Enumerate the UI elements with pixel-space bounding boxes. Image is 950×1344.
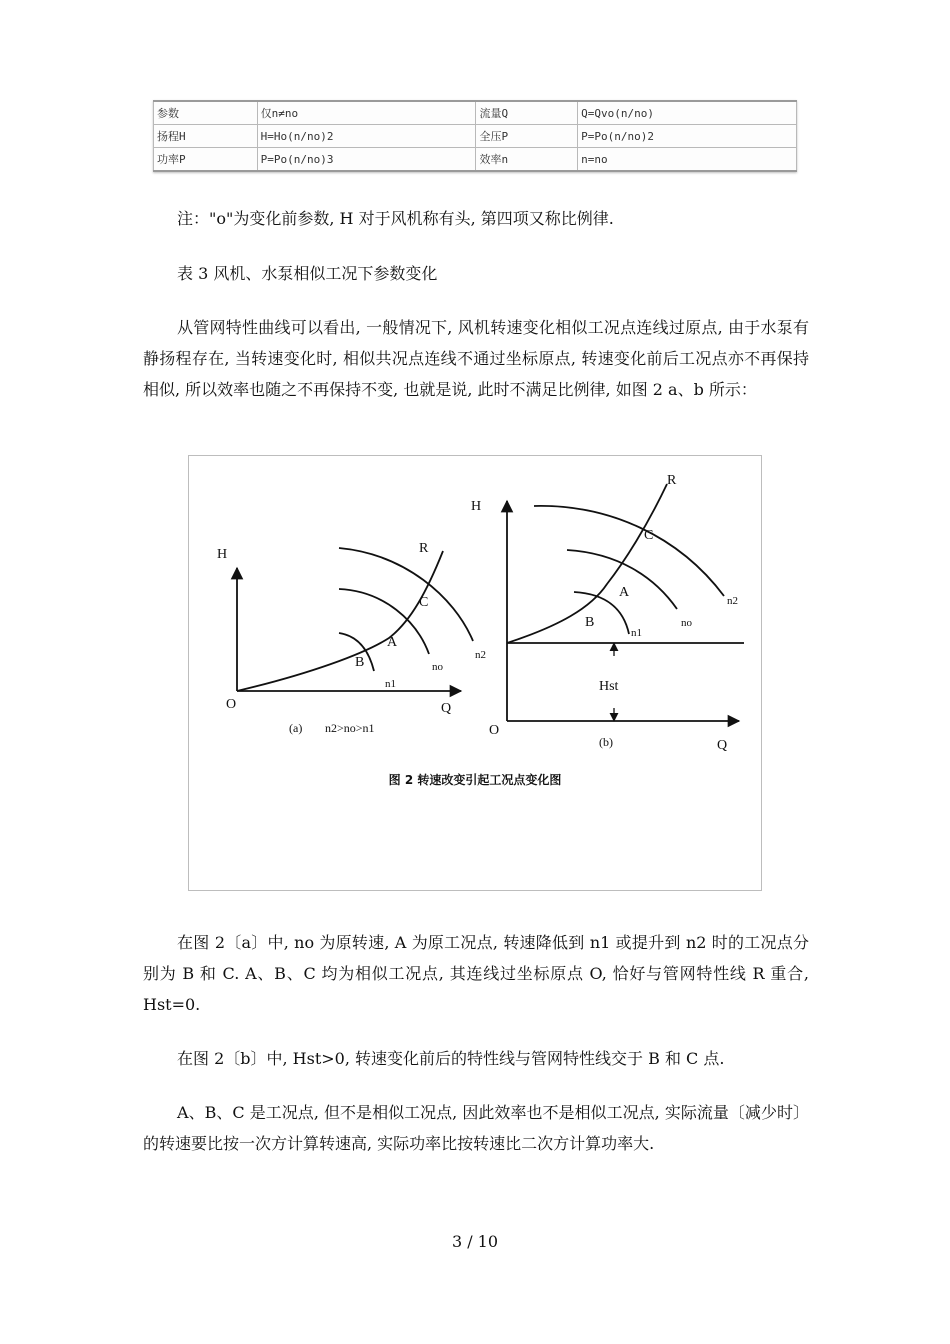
table-cell: 扬程H — [154, 125, 258, 148]
parameter-table — [153, 100, 797, 172]
table-cell: P=Po(n/no)2 — [578, 125, 797, 148]
a-curve-n2 — [339, 548, 473, 641]
table-cell: 功率P — [154, 148, 258, 172]
a-origin-label: O — [226, 697, 237, 712]
table-note: 注："o"为变化前参数, H 对于风机称有头, 第四项又称比例律. — [177, 209, 614, 228]
panel-b — [507, 484, 744, 721]
a-n1-label: n1 — [385, 678, 396, 690]
paragraph-2: 在图 2〔a〕中, no 为原转速, A 为原工况点, 转速降低到 n1 或提升到 n2 时的工况点分别为 B 和 C. A、B、C 均为相似工况点, 其连线过坐标原点 O, 恰好与管网特性线 R 重合, Hst=0. — [143, 933, 809, 1014]
table-row — [154, 101, 797, 125]
b-hst-label: Hst — [599, 679, 619, 694]
table-cell: H=Ho(n/no)2 — [257, 125, 476, 148]
b-curve-no — [567, 550, 677, 609]
b-n2-label: n2 — [727, 595, 738, 607]
table-cell: 效率n — [476, 148, 578, 172]
paragraph-1: 从管网特性曲线可以看出, 一般情况下, 风机转速变化相似工况点连线过原点, 由于水泵有静扬程存在, 当转速变化时, 相似共况点连线不通过坐标原点, 转速变化前后工况点亦不再保持相似, 所以效率也随之不再保持不变, 也就是说, 此时不满足比例律, 如图 2 a、b 所示： — [143, 318, 809, 399]
a-sub-label: (a) — [289, 721, 303, 735]
b-c-label: C — [644, 528, 654, 543]
figure-caption: 图 2 转速改变引起工况点变化图 — [388, 773, 562, 787]
table-cell: 全压P — [476, 125, 578, 148]
b-no-label: no — [681, 617, 692, 629]
b-h-label: H — [471, 499, 482, 514]
b-sub-label: (b) — [599, 735, 613, 749]
table-cell: 参数 — [154, 101, 258, 125]
table-row — [154, 125, 797, 148]
a-curve-no — [339, 589, 429, 654]
a-h-label: H — [217, 547, 228, 562]
page-number: 3 / 10 — [451, 1232, 499, 1251]
a-q-label: Q — [441, 701, 452, 716]
b-n1-label: n1 — [631, 627, 642, 639]
a-a-label: A — [387, 635, 398, 650]
paragraph-3: 在图 2〔b〕中, Hst>0, 转速变化前后的特性线与管网特性线交于 B 和 C 点. — [177, 1049, 725, 1068]
b-r-label: R — [667, 473, 677, 488]
table-cell: 流量Q — [476, 101, 578, 125]
a-relation-label: n2>no>n1 — [325, 721, 375, 735]
a-no-label: no — [432, 661, 443, 673]
b-a-label: A — [619, 585, 630, 600]
table-cell: P=Po(n/no)3 — [257, 148, 476, 172]
a-b-label: B — [355, 655, 365, 670]
figure-2-drawing — [189, 456, 761, 890]
a-n2-label: n2 — [475, 649, 486, 661]
a-r-label: R — [419, 541, 429, 556]
table-cell: n=no — [578, 148, 797, 172]
figure-2 — [188, 455, 762, 891]
b-origin-label: O — [489, 723, 500, 738]
b-curve-n2 — [534, 506, 724, 596]
paragraph-4: A、B、C 是工况点, 但不是相似工况点, 因此效率也不是相似工况点, 实际流量〔减少时〕的转速要比按一次方计算转速高, 实际功率比按转速比二次方计算功率大. — [143, 1103, 809, 1153]
b-q-label: Q — [717, 738, 728, 753]
table-row — [154, 148, 797, 172]
table-cell: 仅n≠no — [257, 101, 476, 125]
a-c-label: C — [419, 595, 429, 610]
b-b-label: B — [585, 615, 595, 630]
table-caption: 表 3 风机、水泵相似工况下参数变化 — [177, 264, 438, 283]
table-cell: Q=Qvo(n/no) — [578, 101, 797, 125]
